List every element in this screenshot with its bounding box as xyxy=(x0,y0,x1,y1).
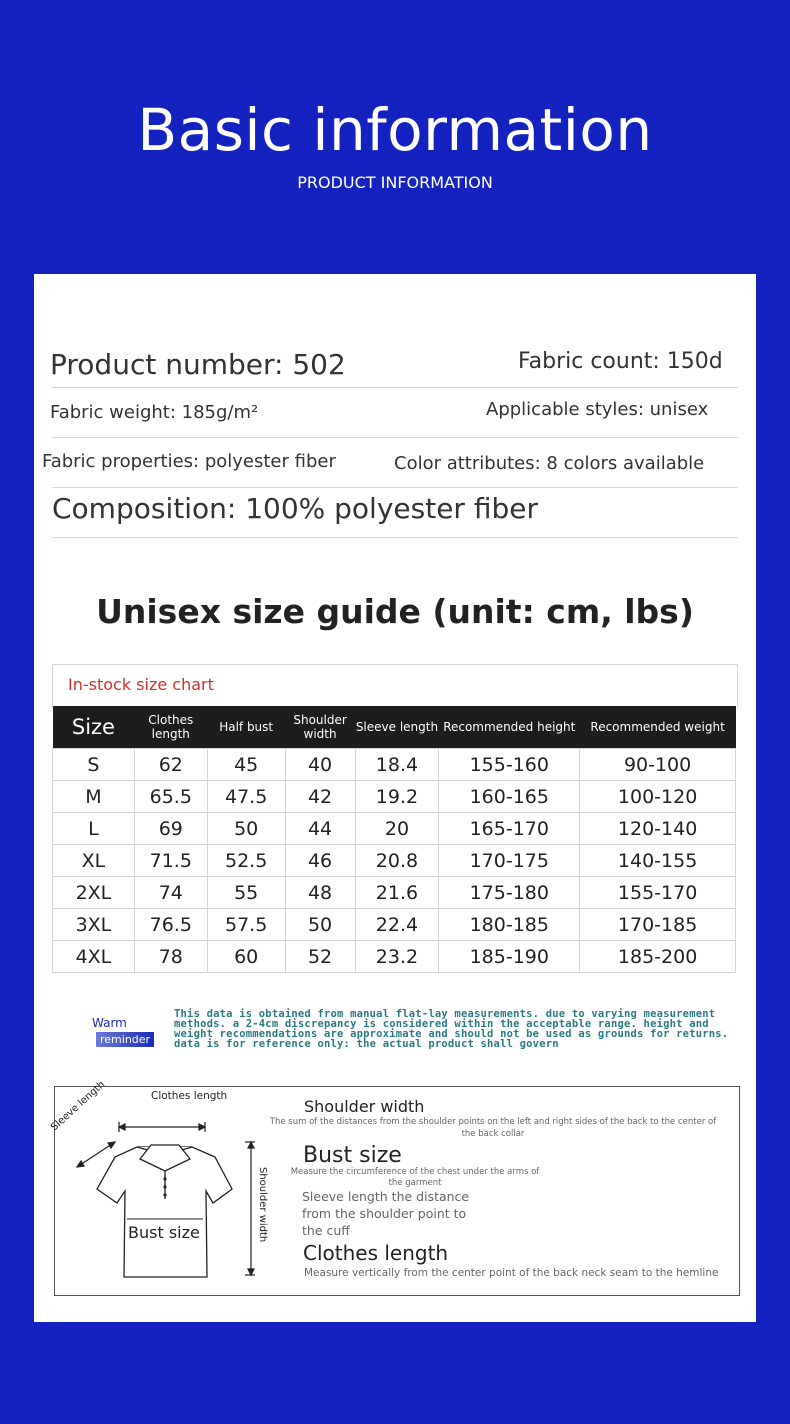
cell: 20 xyxy=(355,813,439,845)
page-subtitle: PRODUCT INFORMATION xyxy=(297,173,493,192)
bust-size-label: Bust size xyxy=(128,1223,200,1242)
fabric-count: Fabric count: 150d xyxy=(518,349,723,374)
cell: 40 xyxy=(285,749,355,781)
cell: 21.6 xyxy=(355,877,439,909)
shoulder-width-arrow xyxy=(245,1142,255,1275)
sleeve-length-desc: Sleeve length the distance from the shoulder point to the cuff xyxy=(302,1189,470,1238)
shoulder-width-title: Shoulder width xyxy=(304,1097,425,1116)
table-header-row xyxy=(53,706,736,749)
polo-shirt-icon xyxy=(97,1145,232,1277)
col-header: Recommended height xyxy=(439,706,580,749)
cell: 69 xyxy=(134,813,207,845)
cell: 50 xyxy=(207,813,285,845)
cell: 46 xyxy=(285,845,355,877)
cell: 47.5 xyxy=(207,781,285,813)
table-row xyxy=(53,909,736,941)
cell: 155-160 xyxy=(439,749,580,781)
divider xyxy=(52,437,738,438)
size-chart-header-box xyxy=(52,664,738,707)
cell: 65.5 xyxy=(134,781,207,813)
cell: 55 xyxy=(207,877,285,909)
divider xyxy=(52,537,738,538)
cell: 57.5 xyxy=(207,909,285,941)
reminder-label: reminder xyxy=(96,1032,154,1047)
cell: 18.4 xyxy=(355,749,439,781)
cell: 76.5 xyxy=(134,909,207,941)
info-card xyxy=(34,274,756,1322)
sleeve-length-label: Sleeve length xyxy=(49,1079,108,1134)
cell: 48 xyxy=(285,877,355,909)
cell: 71.5 xyxy=(134,845,207,877)
clothes-length-arrow xyxy=(119,1122,205,1132)
cell: M xyxy=(53,781,135,813)
table-row xyxy=(53,749,736,781)
table-row xyxy=(53,813,736,845)
table-row xyxy=(53,877,736,909)
col-header: Clothes length xyxy=(134,706,207,749)
cell: 19.2 xyxy=(355,781,439,813)
cell: 185-190 xyxy=(439,941,580,973)
cell: 50 xyxy=(285,909,355,941)
cell: 170-185 xyxy=(580,909,736,941)
cell: 78 xyxy=(134,941,207,973)
cell: 165-170 xyxy=(439,813,580,845)
cell: S xyxy=(53,749,135,781)
cell: L xyxy=(53,813,135,845)
shirt-diagram xyxy=(55,1087,255,1293)
cell: 160-165 xyxy=(439,781,580,813)
clothes-length-desc: Measure vertically from the center point of the back neck seam to the hemline xyxy=(304,1267,719,1279)
bust-size-title: Bust size xyxy=(303,1143,402,1168)
shoulder-width-vertical-label: Shoulder width xyxy=(257,1167,268,1243)
col-header: Size xyxy=(53,706,135,749)
size-guide-title: Unisex size guide (unit: cm, lbs) xyxy=(96,592,694,631)
col-header: Half bust xyxy=(207,706,285,749)
cell: 185-200 xyxy=(580,941,736,973)
product-number: Product number: 502 xyxy=(50,348,346,381)
cell: 74 xyxy=(134,877,207,909)
cell: 2XL xyxy=(53,877,135,909)
table-row xyxy=(53,845,736,877)
table-row xyxy=(53,781,736,813)
composition: Composition: 100% polyester fiber xyxy=(52,492,538,525)
cell: 22.4 xyxy=(355,909,439,941)
cell: XL xyxy=(53,845,135,877)
col-header: Recommended weight xyxy=(580,706,736,749)
warm-reminder-text: This data is obtained from manual flat-lay measurements. due to varying measurement methods. a 2-4cm discrepancy is considered within the acceptable range. height and weight recommendations are approximate and should not be used as grounds for returns. data is for reference only: the actual product shall govern xyxy=(174,1008,729,1050)
cell: 155-170 xyxy=(580,877,736,909)
size-chart-label: In-stock size chart xyxy=(68,675,214,694)
clothes-length-title: Clothes length xyxy=(303,1241,449,1265)
cell: 23.2 xyxy=(355,941,439,973)
col-header: Sleeve length xyxy=(355,706,439,749)
color-attributes: Color attributes: 8 colors available xyxy=(394,453,705,474)
cell: 120-140 xyxy=(580,813,736,845)
warm-reminder-tag xyxy=(84,1012,150,1052)
fabric-properties: Fabric properties: polyester fiber xyxy=(42,451,336,472)
cell: 140-155 xyxy=(580,845,736,877)
cell: 3XL xyxy=(53,909,135,941)
cell: 62 xyxy=(134,749,207,781)
cell: 60 xyxy=(207,941,285,973)
size-table xyxy=(52,706,736,973)
cell: 44 xyxy=(285,813,355,845)
cell: 100-120 xyxy=(580,781,736,813)
sleeve-length-arrow xyxy=(77,1142,115,1167)
col-header: Shoulder width xyxy=(285,706,355,749)
cell: 52.5 xyxy=(207,845,285,877)
cell: 4XL xyxy=(53,941,135,973)
cell: 45 xyxy=(207,749,285,781)
cell: 42 xyxy=(285,781,355,813)
measurement-diagram xyxy=(49,1079,740,1296)
applicable-styles: Applicable styles: unisex xyxy=(486,399,709,420)
fabric-weight: Fabric weight: 185g/m² xyxy=(50,402,259,423)
bust-size-desc: Measure the circumference of the chest under the arms of the garment xyxy=(290,1167,540,1188)
cell: 90-100 xyxy=(580,749,736,781)
page-title: Basic information xyxy=(137,96,653,164)
cell: 175-180 xyxy=(439,877,580,909)
cell: 52 xyxy=(285,941,355,973)
cell: 180-185 xyxy=(439,909,580,941)
clothes-length-label: Clothes length xyxy=(151,1090,228,1102)
warm-label: Warm xyxy=(92,1016,127,1030)
divider xyxy=(52,387,738,388)
cell: 170-175 xyxy=(439,845,580,877)
shoulder-width-desc: The sum of the distances from the shoulder points on the left and right sides of the back to the center of the back collar xyxy=(269,1117,717,1139)
cell: 20.8 xyxy=(355,845,439,877)
table-row xyxy=(53,941,736,973)
divider xyxy=(52,487,738,488)
